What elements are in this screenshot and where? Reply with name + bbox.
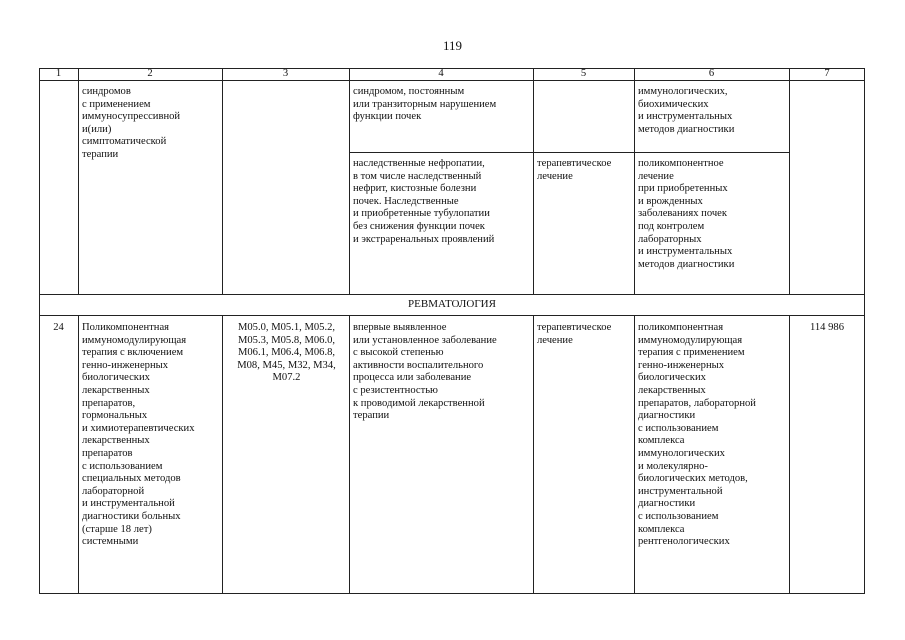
col-divider-6: [789, 68, 790, 294]
col-divider-1: [78, 315, 79, 593]
column-header: 1: [55, 68, 62, 79]
cell-disease: наследственные нефропатии, в том числе наследственный нефрит, кистозные болезни почек. Наследственные и приобретенные тубулопатии без снижения функции почек и экстраренальных проявлений: [353, 158, 495, 245]
column-header: 6: [708, 68, 715, 79]
cell-name-continued: синдромов с применением иммуносупрессивной и(или) симптоматической терапии: [82, 86, 181, 160]
col-divider-4: [533, 68, 534, 294]
row-divider: [349, 152, 789, 153]
col-divider-3: [349, 315, 350, 593]
col-divider-2: [222, 315, 223, 593]
col-divider-4: [533, 315, 534, 593]
cell-disease: впервые выявленное или установленное заболевание с высокой степенью активности воспалительного процесса или заболевание с резистентностью к проводимой лекарственной терапии: [353, 322, 497, 422]
col-divider-1: [78, 68, 79, 294]
row-number: 24: [53, 322, 64, 333]
cell-disease-continued: синдромом, постоянным или транзиторным нарушением функции почек: [353, 86, 497, 123]
col-divider-5: [634, 315, 635, 593]
cell-treatment-type: терапевтическое лечение: [537, 322, 612, 346]
section-top-line: [39, 294, 865, 295]
col-divider-5: [634, 68, 635, 294]
col-divider-3: [349, 68, 350, 294]
section-bottom-line: [39, 315, 865, 316]
section-title: РЕВМАТОЛОГИЯ: [408, 298, 496, 310]
table-border-bottom: [39, 593, 865, 594]
cell-cost: 114 986: [809, 322, 845, 333]
column-header: 3: [282, 68, 289, 79]
cell-icd-codes: М05.0, М05.1, М05.2, М05.3, М05.8, М06.0, М06.1, М06.4, М06.8, М08, М45, М32, М34, М07.2: [237, 322, 336, 384]
page-number: 119: [442, 38, 463, 53]
cell-method: поликомпонентное лечение при приобретенных и врожденных заболеваниях почек под контролем лабораторных и инструментальных методов диагностики: [638, 158, 735, 270]
column-header: 4: [438, 68, 444, 79]
column-header: 5: [580, 68, 587, 79]
cell-treatment-type: терапевтическое лечение: [537, 158, 612, 182]
header-bottom-line: [39, 80, 865, 81]
column-header: 7: [824, 68, 830, 79]
cell-method-continued: иммунологических, биохимических и инструментальных методов диагностики: [638, 86, 735, 135]
column-header: 2: [147, 68, 153, 79]
cell-name: Поликомпонентная иммуномодулирующая терапия с включением генно-инженерных биологических лекарственных препаратов, гормональных и химиотерапевтических лекарственных препаратов с использованием специальных методов лабораторной и инструментальной диагностики больных (старше 18 лет) системными: [82, 322, 195, 548]
col-divider-2: [222, 68, 223, 294]
cell-method: поликомпонентная иммуномодулирующая терапия с применением генно-инженерных биологических лекарственных препаратов, лабораторной диагностики с использованием комплекса иммунологических и молекулярно- биологических методов, инструментальной диагностики с использованием комплекса рентгенологических: [638, 322, 756, 548]
col-divider-6: [789, 315, 790, 593]
